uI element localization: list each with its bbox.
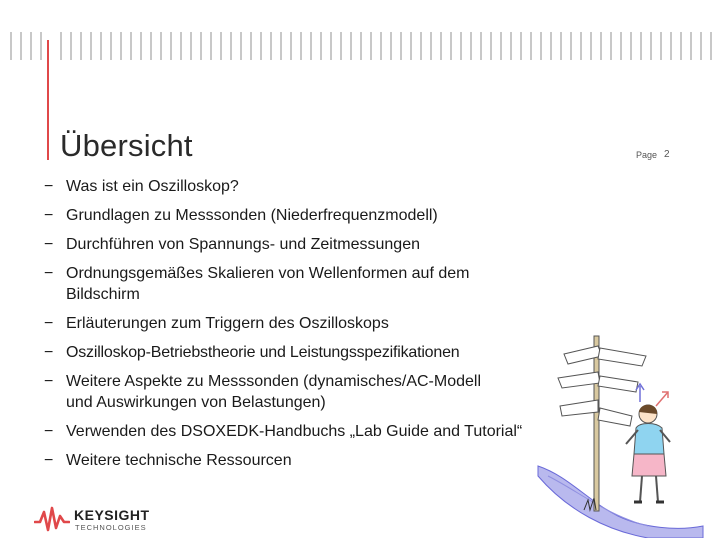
bullet-item xyxy=(44,450,584,471)
bullet-item xyxy=(44,313,584,334)
bullet-text: Erläuterungen zum Triggern des Oszilloskops xyxy=(66,315,389,332)
bullet-item xyxy=(44,342,584,363)
bullet-text: Weitere Aspekte zu Messsonden (dynamisches/AC-Modell und Auswirkungen von Belastungen) xyxy=(66,373,481,411)
bullet-text: Grundlagen zu Messsonden (Niederfrequenzmodell) xyxy=(66,207,438,224)
bullet-item xyxy=(44,263,496,305)
page-number: 2 xyxy=(664,149,670,160)
dash-marker: − xyxy=(44,423,54,440)
keysight-logo xyxy=(34,504,194,534)
slide-title: Übersicht xyxy=(60,128,193,163)
dash-marker: − xyxy=(44,265,54,282)
bullet-text: Verwenden des DSOXEDK-Handbuchs „Lab Guide and Tutorial“ xyxy=(66,423,523,440)
bullet-item xyxy=(44,205,584,226)
bullet-item xyxy=(44,421,536,442)
logo-subtitle: TECHNOLOGIES xyxy=(75,523,147,532)
logo-wave-icon xyxy=(34,504,70,534)
bullet-item xyxy=(44,371,496,413)
bullet-text: Was ist ein Oszilloskop? xyxy=(66,178,239,195)
dash-marker: − xyxy=(44,178,54,195)
bullet-text: Weitere technische Ressourcen xyxy=(66,452,292,469)
bullet-text: Ordnungsgemäßes Skalieren von Wellenformen auf dem Bildschirm xyxy=(66,265,470,303)
signpost-person-illustration xyxy=(528,326,706,538)
dash-marker: − xyxy=(44,373,54,390)
dash-marker: − xyxy=(44,315,54,332)
page-label: Page xyxy=(636,150,658,160)
bullet-text: Durchführen von Spannungs- und Zeitmessungen xyxy=(66,236,420,253)
logo-name: KEYSIGHT xyxy=(74,507,150,523)
accent-rule xyxy=(47,40,49,160)
bullet-text: Oszilloskop-Betriebstheorie und Leistungsspezifikationen xyxy=(66,344,460,361)
bullet-item xyxy=(44,234,584,255)
bullet-item xyxy=(44,176,584,197)
dash-marker: − xyxy=(44,452,54,469)
dash-marker: − xyxy=(44,236,54,253)
decorative-stripes xyxy=(0,0,720,70)
bullet-list xyxy=(44,176,584,471)
dash-marker: − xyxy=(44,207,54,224)
dash-marker: − xyxy=(44,344,54,361)
